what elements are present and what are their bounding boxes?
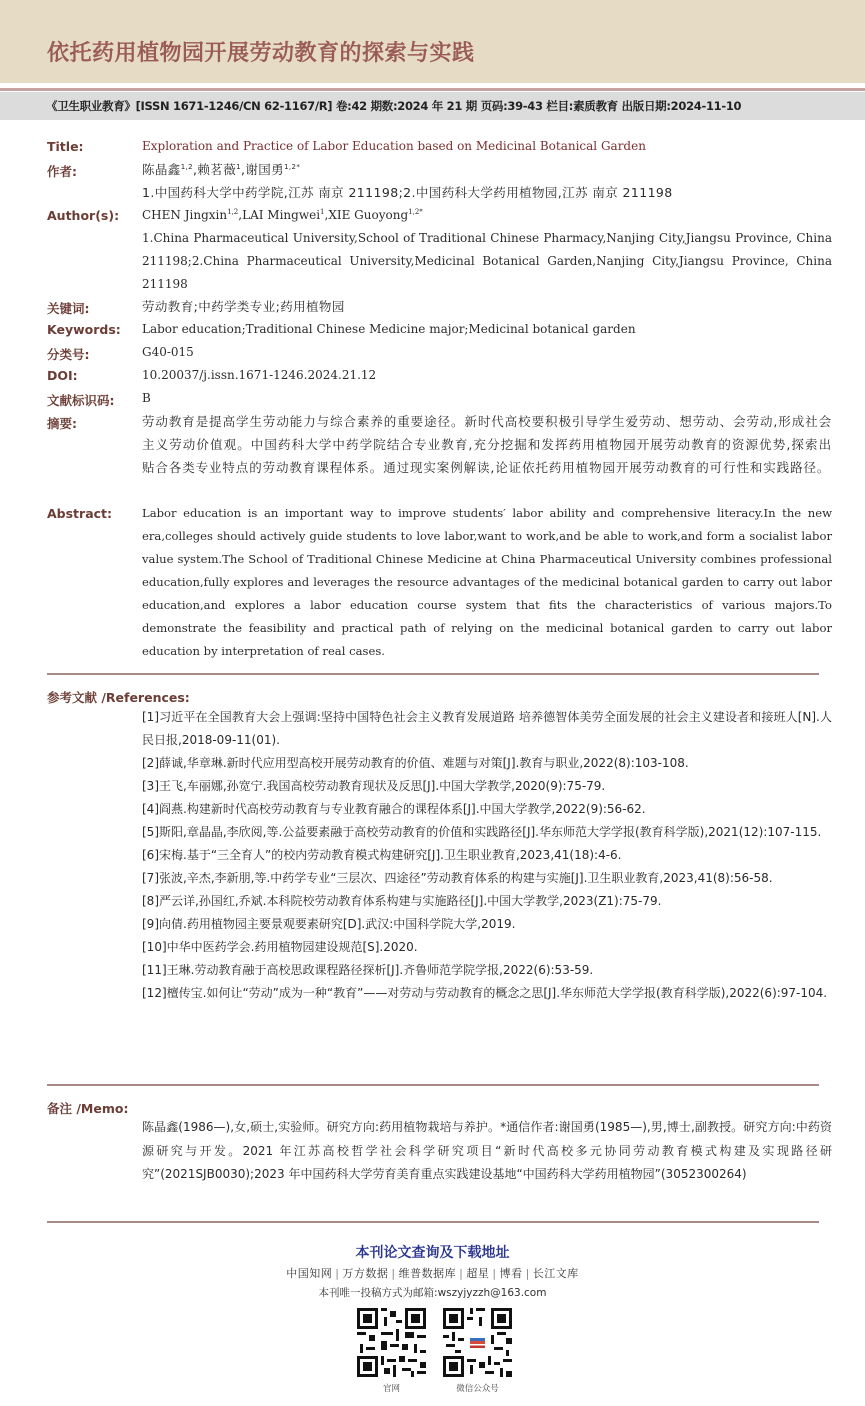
reference-item: [6]宋梅.基于“三全育人”的校内劳动教育模式构建研究[J].卫生职业教育,2023,41(18):4-6. [142, 848, 622, 862]
section-divider [47, 1221, 819, 1223]
reference-item: [10]中华中医药学会.药用植物园建设规范[S].2020. [142, 940, 418, 954]
abstract-cn: 劳动教育是提高学生劳动能力与综合素养的重要途径。新时代高校要积极引导学生爱劳动、想劳动、会劳动,形成社会主义劳动价值观。中国药科大学中药学院结合专业教育,充分挖掘和发挥药用植物园开展劳动教育的资源优势,探索出贴合各类专业特点的劳动教育课程体系。通过现实案例解读,论证依托药用植物园开展劳动教育的可行性和实践路径。 [142, 414, 832, 475]
classification-value: G40-015 [142, 345, 194, 359]
author-name: LAI Mingwei [242, 208, 321, 222]
author-affil-sup: 1,2* [284, 162, 301, 171]
doi-label: DOI: [47, 368, 78, 383]
database-link[interactable]: 维普数据库 [398, 1267, 457, 1280]
section-divider [47, 673, 819, 675]
section-divider [47, 1084, 819, 1086]
reference-item: [7]张波,辛杰,李新朋,等.中药学专业“三层次、四途径”劳动教育体系的构建与实施[J].卫生职业教育,2023,41(8):56-58. [142, 871, 773, 885]
separator: | [525, 1267, 530, 1280]
qr-caption: 官网 [382, 1384, 400, 1394]
author-affil-sup: 1 [236, 162, 241, 171]
abstract-en: Labor education is an important way to improve students′ labor ability and comprehensive literacy.In the new era,colleges should actively guide students to love labor,want to work,and be able to work,and form a socialist labor value system.The School of Traditional Chinese Medicine at China Pharmaceutical University combines professional education,fully explores and leverages the resource advantages of the medicinal botanical garden to carry out labor education,and explores a labor education course system that fits the characteristics of various majors.To demonstrate the feasibility and practical path of relying on the medicinal botanical garden to carry out labor education by interpretation of real cases. [142, 506, 832, 658]
reference-item: [2]薛诚,华章琳.新时代应用型高校开展劳动教育的价值、难题与对策[J].教育与职业,2022(8):103-108. [142, 756, 689, 770]
database-link[interactable]: 万方数据 [342, 1267, 389, 1280]
qr-code-icon[interactable] [354, 1305, 429, 1380]
database-link[interactable]: 博看 [499, 1267, 523, 1280]
affiliation-cn: 1.中国药科大学中药学院,江苏 南京 211198;2.中国药科大学药用植物园,江苏 南京 211198 [142, 185, 673, 200]
authors-en: CHEN Jingxin$^{1,2}$,LAI Mingwei$^1$,XIE Guoyong$^{1,2*}$ [142, 208, 423, 222]
reference-item: [1]习近平在全国教育大会上强调:坚持中国特色社会主义教育发展道路 培养德智体美劳全面发展的社会主义建设者和接班人[N].人民日报,2018-09-11(01). [142, 710, 832, 747]
abstract-en-label: Abstract: [47, 506, 113, 521]
reference-item: [4]阎燕.构建新时代高校劳动教育与专业教育融合的课程体系[J].中国大学教学,2022(9):56-62. [142, 802, 646, 816]
separator: | [492, 1267, 497, 1280]
keywords-cn: 劳动教育;中药学类专业;药用植物园 [142, 299, 345, 314]
authors-en-label: Author(s): [47, 208, 120, 223]
author-name: XIE Guoyong [328, 208, 409, 222]
author-name: 赖茗薇 [197, 162, 237, 177]
reference-item: [9]向倩.药用植物园主要景观要素研究[D].武汉:中国科学院大学,2019. [142, 917, 516, 931]
document-code-value: B [142, 391, 151, 405]
reference-item: [8]严云详,孙国红,乔斌.本科院校劳动教育体系构建与实施路径[J].中国大学教学,2023(Z1):75-79. [142, 894, 662, 908]
qr-code-icon[interactable] [440, 1305, 515, 1380]
reference-item: [11]王琳.劳动教育融于高校思政课程路径探析[J].齐鲁师范学院学报,2022(6):53-59. [142, 963, 594, 977]
author-name: CHEN Jingxin [142, 208, 228, 222]
document-code-label: 文献标识码: [47, 393, 115, 408]
header-rule [0, 88, 865, 91]
affiliation-en: 1.China Pharmaceutical University,School of Traditional Chinese Pharmacy,Nanjing City,Jiangsu Province, China 211198;2.China Pharmaceutical University,Medicinal Botanical Garden,Nanjing City,Jiangsu Province, China 211198 [142, 231, 832, 291]
reference-item: [3]王飞,车丽娜,孙宽宁.我国高校劳动教育现状及反思[J].中国大学教学,2020(9):75-79. [142, 779, 606, 793]
separator: | [459, 1267, 464, 1280]
author-affil-sup: 1 [320, 208, 325, 216]
abstract-cn-label: 摘要: [47, 416, 77, 431]
authors-cn-label: 作者: [47, 164, 77, 179]
memo-label: 备注 /Memo: [47, 1101, 129, 1116]
references-list [142, 706, 832, 1005]
author-name: 谢国勇 [245, 162, 285, 177]
database-link[interactable]: 中国知网 [286, 1267, 333, 1280]
author-affil-sup: 1,2 [180, 162, 194, 171]
english-title: Exploration and Practice of Labor Education based on Medicinal Botanical Garden [142, 139, 646, 153]
author-affil-sup: 1,2* [408, 208, 423, 216]
keywords-en: Labor education;Traditional Chinese Medicine major;Medicinal botanical garden [142, 322, 636, 336]
database-links [0, 1265, 865, 1281]
footer-heading: 本刊论文查询及下载地址 [355, 1245, 510, 1261]
keywords-en-label: Keywords: [47, 322, 121, 337]
title-label: Title: [47, 139, 84, 154]
doi-value[interactable]: 10.20037/j.issn.1671-1246.2024.21.12 [142, 368, 377, 382]
database-link[interactable]: 超星 [466, 1267, 490, 1280]
article-title: 依托药用植物园开展劳动教育的探索与实践 [47, 41, 475, 66]
qr-caption: 微信公众号 [456, 1384, 499, 1394]
reference-item: [12]檀传宝.如何让“劳动”成为一种“教育”——对劳动与劳动教育的概念之思[J].华东师范大学学报(教育科学版),2022(6):97-104. [142, 986, 828, 1000]
journal-meta: 《卫生职业教育》[ISSN 1671-1246/CN 62-1167/R] 卷:42 期数:2024 年 21 期 页码:39-43 栏目:素质教育 出版日期:2024-11-10 [46, 99, 742, 113]
separator: | [391, 1267, 396, 1280]
references-label: 参考文献 /References: [47, 690, 190, 705]
author-name: 陈晶鑫 [142, 162, 181, 177]
keywords-cn-label: 关键词: [47, 301, 90, 316]
separator: | [335, 1267, 340, 1280]
authors-cn: 陈晶鑫$^{1,2}$,赖茗薇$^1$,谢国勇$^{1,2*}$ [142, 162, 301, 177]
reference-item: [5]斯阳,章晶晶,李欣阅,等.公益要素融于高校劳动教育的价值和实践路径[J].华东师范大学学报(教育科学版),2021(12):107-115. [142, 825, 822, 839]
classification-label: 分类号: [47, 347, 90, 362]
database-link[interactable]: 长江文库 [532, 1267, 579, 1280]
author-affil-sup: 1,2 [227, 208, 239, 216]
submission-email: 本刊唯一投稿方式为邮箱:wszyjyzzh@163.com [318, 1287, 547, 1299]
memo-text: 陈晶鑫(1986—),女,硕士,实验师。研究方向:药用植物栽培与养护。*通信作者:谢国勇(1985—),男,博士,副教授。研究方向:中药资源研究与开发。2021 年江苏高校哲学社会科学研究项目“新时代高校多元协同劳动教育模式构建及实现路径研究”(2021SJB0030);2023 年中国药科大学劳育美育重点实践建设基地“中国药科大学药用植物园”(3052300264) [142, 1120, 832, 1181]
